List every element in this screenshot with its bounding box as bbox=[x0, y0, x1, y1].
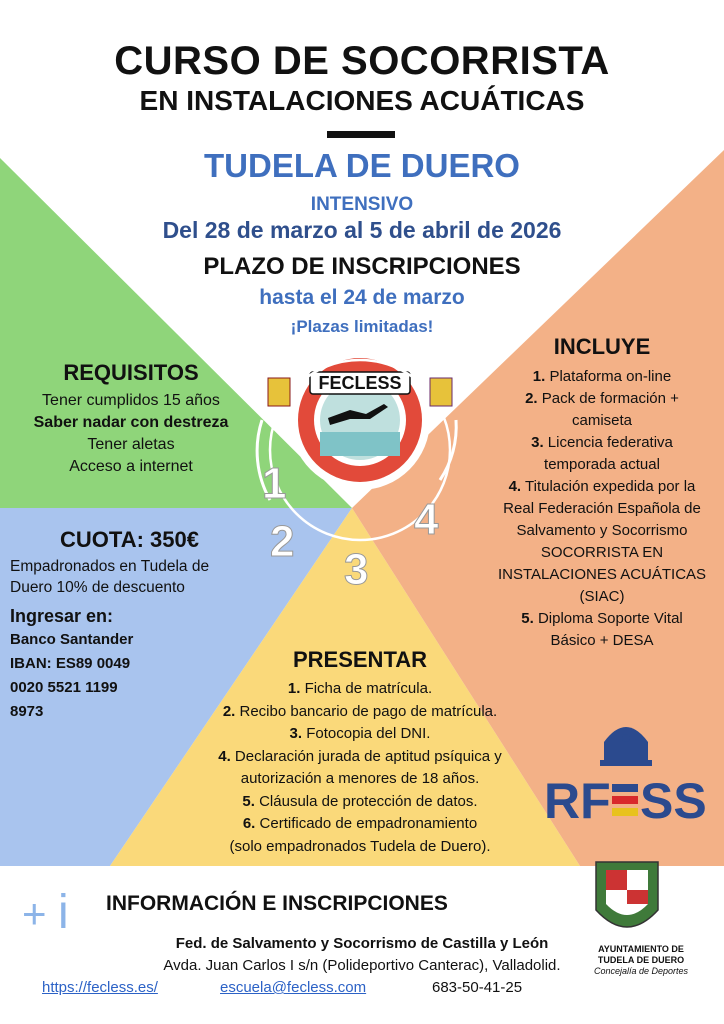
deadline-date: hasta el 24 de marzo bbox=[259, 286, 465, 309]
incluye-item: 3. Licencia federativa bbox=[531, 434, 673, 451]
presentar-section bbox=[150, 647, 570, 858]
number-3: 3 bbox=[344, 545, 369, 594]
logo-name: FECLESS bbox=[318, 373, 402, 393]
incluye-item: 4. Titulación expedida por la bbox=[508, 478, 696, 495]
requisito-item: Acceso a internet bbox=[69, 458, 193, 475]
incluye-title: INCLUYE bbox=[553, 334, 651, 359]
title-divider bbox=[327, 131, 395, 138]
iban-line: IBAN: ES89 0049 bbox=[10, 655, 131, 672]
discount-line: Duero 10% de descuento bbox=[10, 579, 185, 596]
presentar-item: 1. Ficha de matrícula. bbox=[287, 680, 433, 697]
requisito-item: Saber nadar con destreza bbox=[33, 414, 229, 431]
incluye-item: INSTALACIONES ACUÁTICAS bbox=[497, 566, 707, 583]
number-4: 4 bbox=[414, 495, 439, 544]
title-line-1: CURSO DE SOCORRISTA bbox=[114, 39, 610, 83]
svg-text:SS: SS bbox=[640, 773, 707, 829]
number-1: 1 bbox=[262, 459, 287, 508]
incluye-item: Salvamento y Socorrismo bbox=[516, 522, 688, 539]
title-line-2: EN INSTALACIONES ACUÁTICAS bbox=[139, 85, 585, 116]
iban-line: 8973 bbox=[10, 703, 44, 720]
svg-text:i: i bbox=[58, 886, 69, 939]
incluye-item: Básico + DESA bbox=[550, 632, 654, 649]
federation-name: Fed. de Salvamento y Socorrismo de Castilla y León bbox=[175, 935, 549, 952]
presentar-item: 4. Declaración jurada de aptitud psíquica y bbox=[218, 747, 502, 765]
location-title: TUDELA DE DUERO bbox=[204, 147, 520, 184]
mode-label: INTENSIVO bbox=[310, 194, 414, 215]
ayuntamiento-shield bbox=[596, 862, 658, 927]
info-plus-icon bbox=[22, 886, 69, 939]
bank-name: Banco Santander bbox=[10, 631, 134, 648]
presentar-item: autorización a menores de 18 años. bbox=[240, 770, 480, 787]
presentar-item: 2. Recibo bancario de pago de matrícula. bbox=[222, 702, 498, 720]
svg-text:RF: RF bbox=[544, 773, 611, 829]
deadline-title: PLAZO DE INSCRIPCIONES bbox=[203, 253, 521, 280]
number-2: 2 bbox=[270, 517, 295, 566]
incluye-item: Real Federación Española de bbox=[503, 500, 701, 517]
presentar-item: 3. Fotocopia del DNI. bbox=[289, 725, 431, 742]
incluye-item: 1. Plataforma on-line bbox=[532, 368, 672, 385]
discount-line: Empadronados en Tudela de bbox=[10, 558, 210, 575]
course-dates: Del 28 de marzo al 5 de abril de 2026 bbox=[162, 217, 562, 243]
presentar-item: 5. Cláusula de protección de datos. bbox=[242, 792, 478, 810]
incluye-item: 2. Pack de formación + bbox=[525, 390, 679, 407]
address: Avda. Juan Carlos I s/n (Polideportivo Canterac), Valladolid. bbox=[163, 957, 561, 974]
presentar-item: (solo empadronados Tudela de Duero). bbox=[229, 837, 491, 855]
phone-number: 683-50-41-25 bbox=[432, 979, 523, 996]
limited-places: ¡Plazas limitadas! bbox=[290, 317, 434, 336]
incluye-item: camiseta bbox=[571, 412, 633, 429]
incluye-item: 5. Diploma Soporte Vital bbox=[521, 610, 683, 627]
website-link[interactable]: https://fecless.es/ bbox=[42, 979, 158, 996]
requisito-item: Tener cumplidos 15 años bbox=[42, 392, 220, 409]
cuota-title: CUOTA: 350€ bbox=[60, 527, 199, 552]
requisito-item: Tener aletas bbox=[87, 436, 175, 453]
info-title: INFORMACIÓN E INSCRIPCIONES bbox=[106, 892, 448, 915]
incluye-item: temporada actual bbox=[544, 456, 660, 473]
requisitos-title: REQUISITOS bbox=[63, 360, 199, 385]
ayuntamiento-label: AYUNTAMIENTO DE TUDELA DE DUERO Concejalía de Deportes bbox=[593, 944, 689, 976]
email-link[interactable]: escuela@fecless.com bbox=[220, 979, 367, 996]
svg-text:+: + bbox=[22, 890, 47, 937]
incluye-section bbox=[480, 334, 724, 652]
presentar-item: 6. Certificado de empadronamiento bbox=[242, 815, 478, 832]
requisitos-section bbox=[0, 360, 262, 478]
incluye-item: SOCORRISTA EN bbox=[540, 544, 664, 561]
ingresar-label: Ingresar en: bbox=[10, 606, 114, 626]
incluye-item: (SIAC) bbox=[579, 588, 625, 605]
iban-line: 0020 5521 1199 bbox=[10, 679, 118, 696]
presentar-title: PRESENTAR bbox=[292, 647, 428, 672]
